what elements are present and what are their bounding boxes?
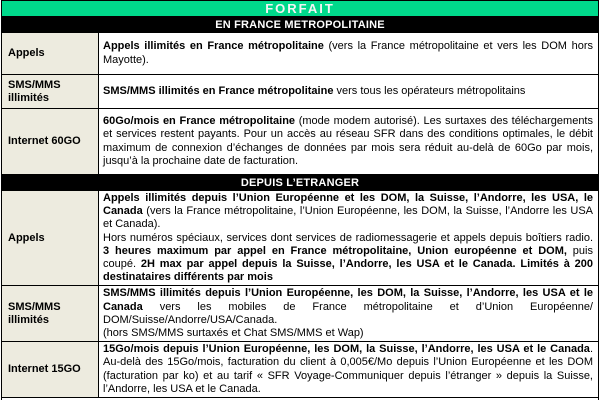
row-content [99,75,599,109]
row-label: Appels [2,191,99,286]
bold-text-segment: 2H max par appel depuis la Suisse, l’Andorre, les USA et le Canada. Limités à 200 destinataires différents par mois [103,258,593,284]
bold-text-segment: 15Go/mois depuis l’Union Européenne, les DOM, la Suisse, l’Andorre, les USA et le Canada [103,343,590,356]
section-heading-row [2,175,599,191]
content-paragraph [103,40,593,66]
content-paragraph [103,343,593,396]
text-segment: (mode modem autorisé). Les surtaxes des téléchargements et services restent payants. Pour un accès au réseau SFR dans des conditions optimales, le débit maximum de connexion d’échanges de données par mois sera réduit au-delà de 60Go par mois, jusqu’à la prochaine date de facturation. [103,115,593,167]
row-label: Appels [2,33,99,75]
content-paragraph [103,232,593,285]
content-paragraph [103,85,593,98]
section-heading-row [2,17,599,33]
content-paragraph [103,115,593,168]
row-label: SMS/MMS illimités [2,75,99,109]
section-heading: EN FRANCE METROPOLITAINE [2,17,599,33]
section-heading: DEPUIS L’ETRANGER [2,175,599,191]
text-segment: puis coupé. [103,244,593,271]
content-paragraph [103,327,593,340]
row-label: Internet 15GO [2,342,99,398]
bold-text-segment: SMS/MMS illimités en France métropolitaine [103,84,334,97]
content-paragraph [103,192,593,232]
bold-text-segment: 60Go/mois en France métropolitaine [103,115,296,128]
table-row [2,191,599,286]
bold-text-segment: SMS/MMS illimités depuis l’Union Européenne, les DOM, la Suisse, l’Andorre, les USA et le Canada [103,287,593,313]
table-title: FORFAIT [2,1,599,17]
text-segment: . Au-delà des 15Go/mois, facturation du client à 0,005€/Mo depuis l’Union Européenne et les DOM (facturation par ko) et au tarif « SFR Voyage-Communiquer depuis l’étranger » depuis la Suisse, l’Andorre, les USA et le Canada. [103,343,593,395]
row-label: SMS/MMS illimités [2,286,99,342]
text-segment: vers les mobiles de France métropolitaine et d’Union Européenne/ DOM/Suisse/Andorre/USA/Canada. [103,300,593,326]
bold-text-segment: Appels illimités depuis l’Union Européenne et les DOM, la Suisse, l’Andorre, les USA, le Canada [103,192,593,218]
text-segment: (hors SMS/MMS surtaxés et Chat SMS/MMS et Wap) [103,327,364,340]
text-segment: vers tous les opérateurs métropolitains [333,84,526,97]
content-paragraph [103,287,593,327]
row-content [99,286,599,342]
forfait-table [1,0,599,400]
row-content [99,342,599,398]
forfait-table-body [2,1,599,400]
row-label: Internet 60GO [2,109,99,175]
text-segment: Hors numéros spéciaux, services dont services de radiomessagerie et appels depuis boîtiers radio. [103,231,593,244]
bold-text-segment: Appels illimités en France métropolitaine [103,40,324,53]
row-content [99,109,599,175]
table-row [2,109,599,175]
table-row [2,286,599,342]
table-title-row [2,1,599,17]
row-content [99,33,599,75]
bold-text-segment: 3 heures maximum par appel en France métropolitaine, Union européenne et DOM, [103,244,567,257]
row-content [99,191,599,286]
table-row [2,342,599,398]
text-segment: (vers la France métropolitaine, l’Union Européenne, les DOM, la Suisse, l’Andorre les USA et Canada). [103,205,593,231]
text-segment: (vers la France métropolitaine et vers les DOM hors Mayotte). [103,40,593,66]
table-row [2,75,599,109]
table-row [2,33,599,75]
